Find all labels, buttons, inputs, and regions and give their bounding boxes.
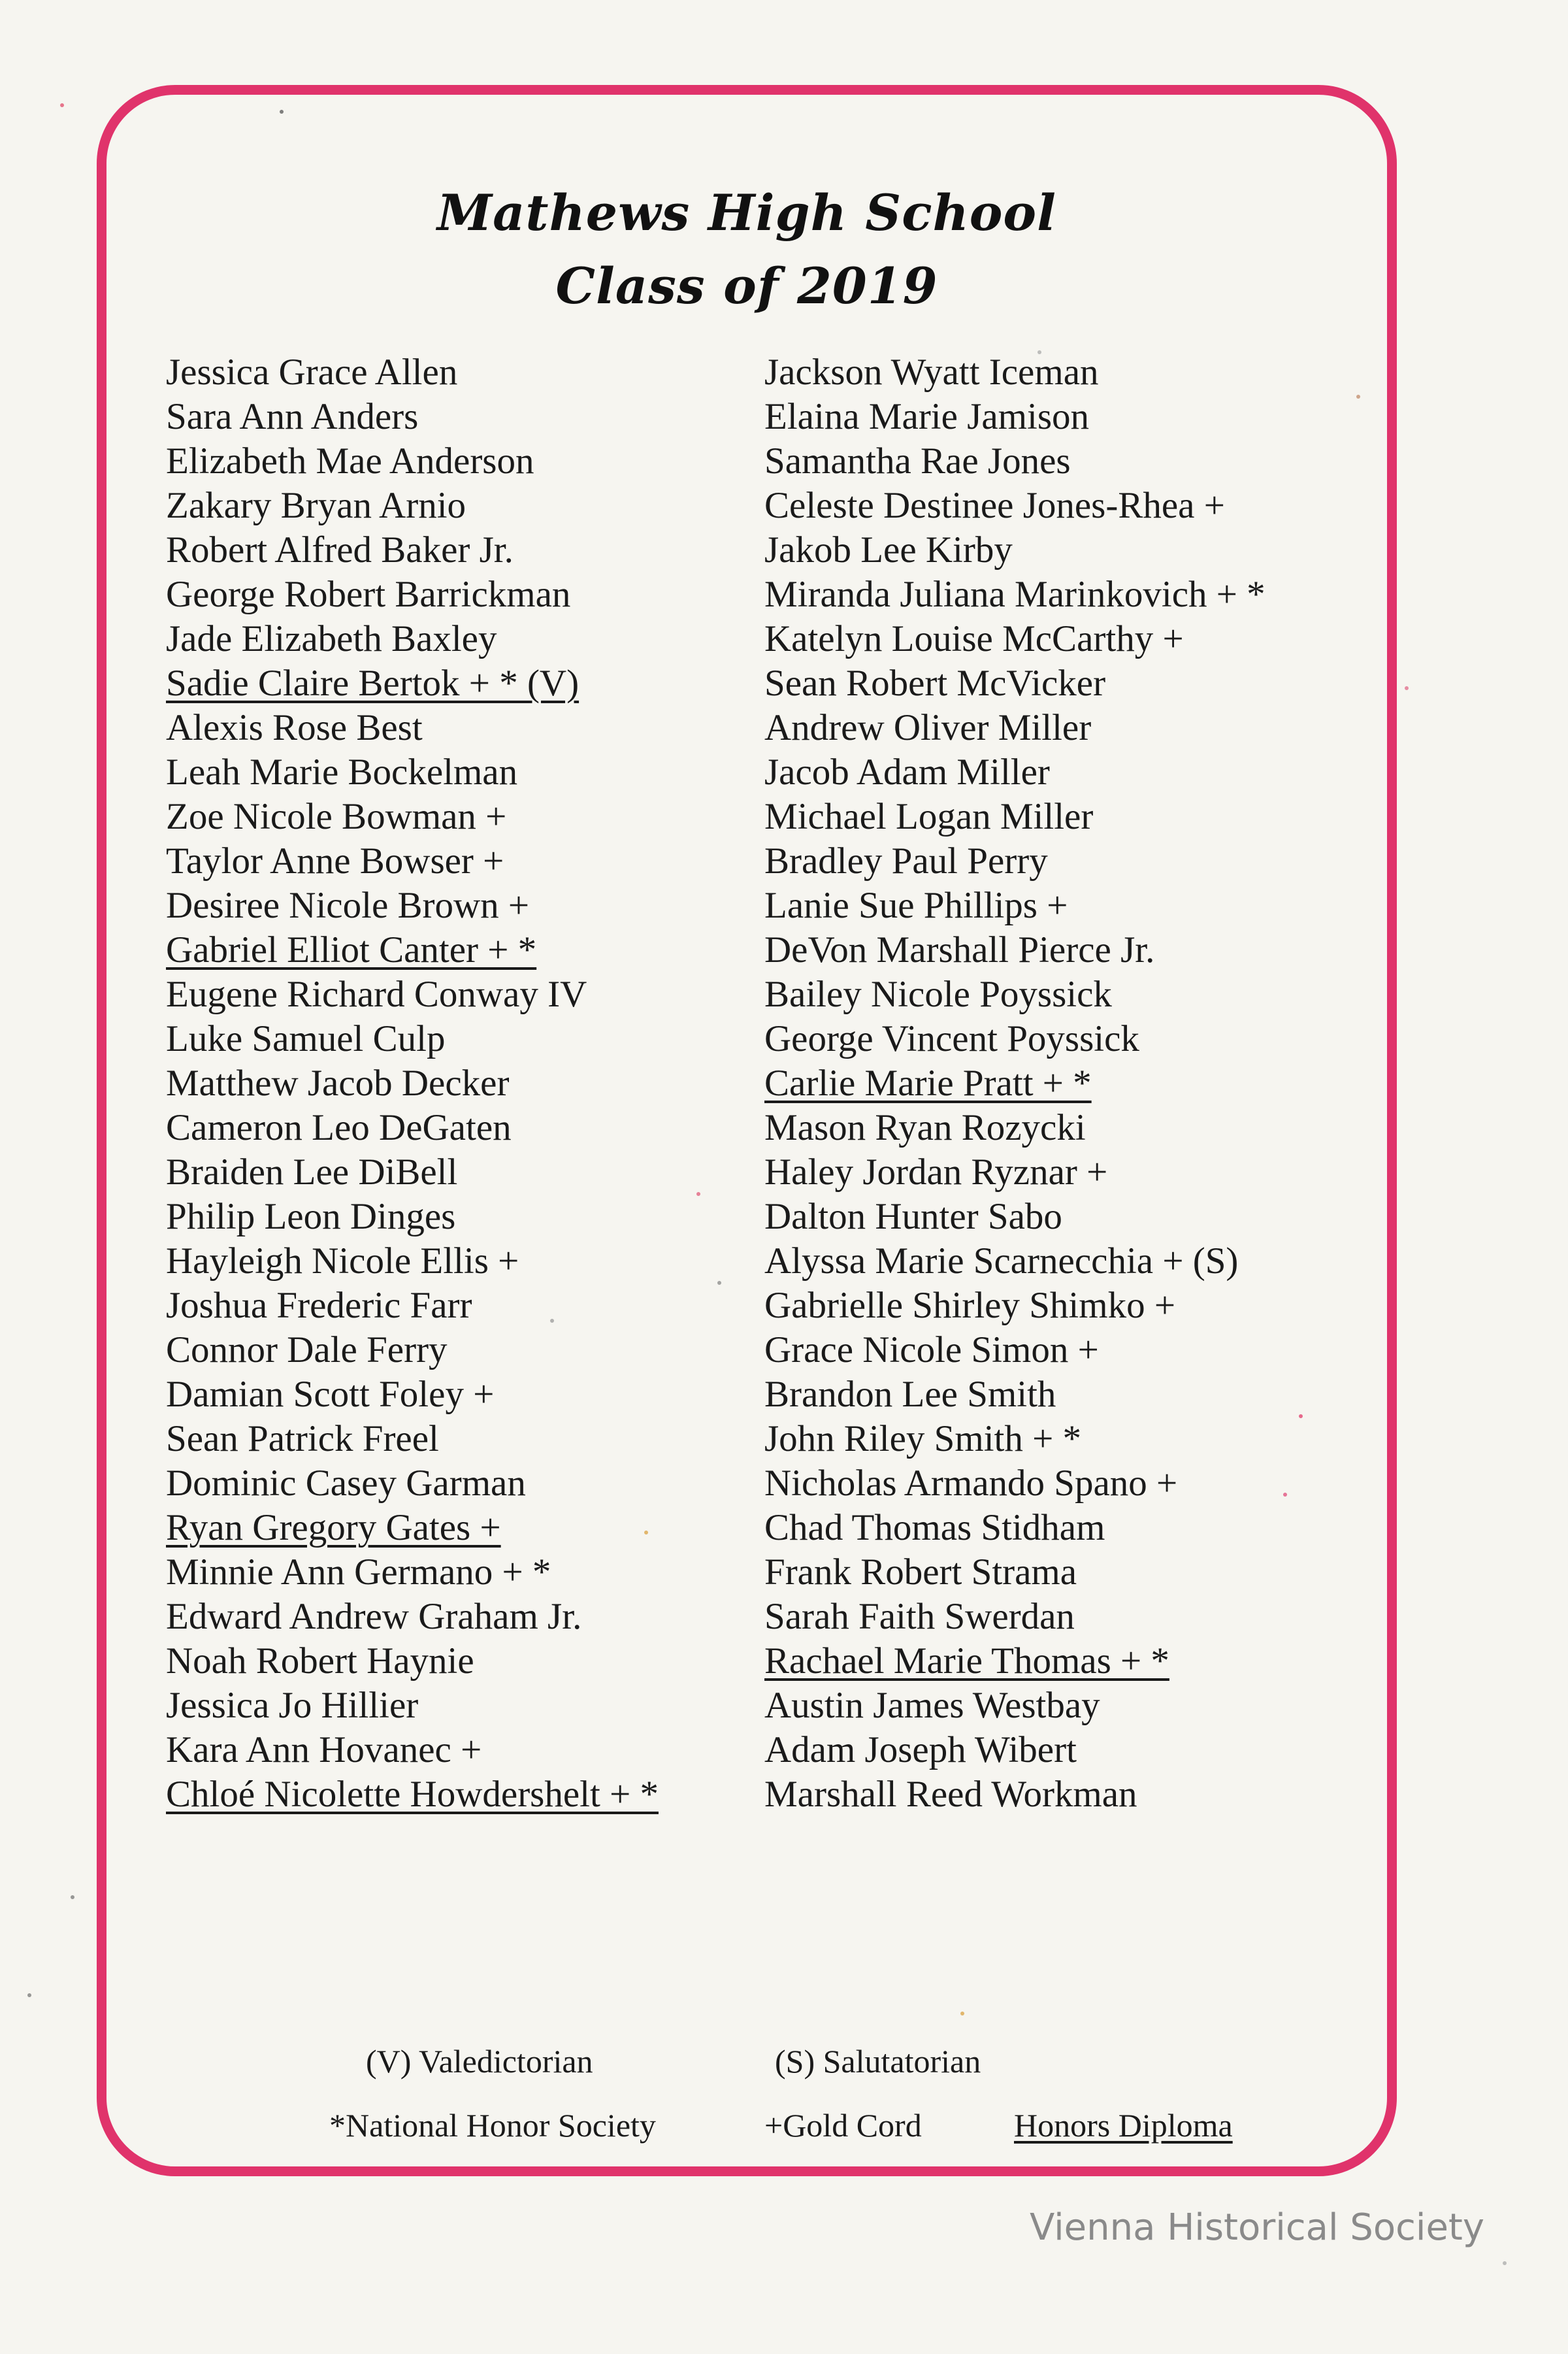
graduate-name [166,1506,659,1550]
graduate-name-text: Brandon Lee Smith [764,1374,1056,1415]
graduate-name-text: Gabriel Elliot Canter + * [166,929,537,970]
graduate-name [166,1728,659,1772]
graduate-name-text: Grace Nicole Simon + [764,1329,1099,1370]
graduate-name-text: Alexis Rose Best [166,707,423,748]
graduate-name-text: Philip Leon Dinges [166,1196,456,1237]
graduate-name-text: Damian Scott Foley + [166,1374,495,1415]
graduate-name [166,1550,659,1595]
graduate-name [166,395,659,439]
graduate-name-text: Connor Dale Ferry [166,1329,448,1370]
graduate-name [166,706,659,750]
graduate-name [764,484,1266,528]
graduate-name-text: Ryan Gregory Gates + [166,1507,501,1548]
graduate-name-text: Robert Alfred Baker Jr. [166,529,514,571]
graduate-list-right [764,350,1266,1817]
graduate-name [764,972,1266,1017]
graduate-name-text: DeVon Marshall Pierce Jr. [764,929,1155,970]
graduate-name-text: Sean Patrick Freel [166,1418,439,1459]
graduate-name [166,1195,659,1239]
graduate-name [166,661,659,706]
graduate-name-text: Leah Marie Bockelman [166,752,518,793]
graduate-name-text: Marshall Reed Workman [764,1774,1137,1815]
graduate-name-text: Adam Joseph Wibert [764,1729,1077,1770]
legend-salutatorian: (S) Salutatorian [775,2043,981,2080]
graduate-name [764,395,1266,439]
graduate-name-text: Michael Logan Miller [764,796,1094,837]
graduate-name [166,350,659,395]
graduate-name [166,884,659,928]
legend-gold-cord: +Gold Cord [764,2107,922,2144]
legend-honor-society: *National Honor Society [329,2107,656,2144]
graduate-name [166,1372,659,1417]
graduate-name [764,1372,1266,1417]
graduate-name-text: Sara Ann Anders [166,396,419,437]
graduate-name [166,839,659,884]
graduate-name [764,928,1266,972]
graduate-name-text: Jackson Wyatt Iceman [764,352,1099,393]
graduate-name [764,1417,1266,1461]
graduate-name-text: Lanie Sue Phillips + [764,885,1068,926]
graduate-name-text: Zoe Nicole Bowman + [166,796,507,837]
graduate-name-text: Kara Ann Hovanec + [166,1729,482,1770]
graduate-name-text: Haley Jordan Ryznar + [764,1152,1108,1193]
graduate-name-text: Gabrielle Shirley Shimko + [764,1285,1175,1326]
graduate-name [166,1595,659,1639]
graduate-name-text: Jakob Lee Kirby [764,529,1013,571]
graduate-name-text: Nicholas Armando Spano + [764,1463,1178,1504]
graduate-name-text: Sean Robert McVicker [764,663,1106,704]
graduate-name-text: Zakary Bryan Arnio [166,485,466,526]
graduate-name [764,1595,1266,1639]
graduate-name-text: Edward Andrew Graham Jr. [166,1596,582,1637]
graduate-name [166,439,659,484]
graduate-name [764,1728,1266,1772]
graduate-name [166,1639,659,1683]
graduate-name [166,617,659,661]
graduate-name [764,750,1266,795]
graduate-name [166,972,659,1017]
graduate-name [166,1061,659,1106]
paper-speck [1503,2261,1507,2265]
graduate-name-text: Desiree Nicole Brown + [166,885,530,926]
graduate-name [166,1150,659,1195]
graduate-name [764,1461,1266,1506]
graduate-name-text: Cameron Leo DeGaten [166,1107,512,1148]
watermark: Vienna Historical Society [1030,2206,1485,2249]
graduate-name [764,617,1266,661]
graduate-name-text: Austin James Westbay [764,1685,1100,1726]
graduate-name-text: Rachael Marie Thomas + * [764,1640,1169,1682]
graduate-name [166,750,659,795]
graduate-name-text: Chad Thomas Stidham [764,1507,1105,1548]
graduate-name [166,484,659,528]
graduate-name [166,1772,659,1817]
paper-speck [27,1993,31,1997]
graduate-name [764,884,1266,928]
graduate-name [166,1017,659,1061]
graduate-name-text: Mason Ryan Rozycki [764,1107,1086,1148]
graduate-name-text: Miranda Juliana Marinkovich + * [764,574,1266,615]
graduate-name [764,1772,1266,1817]
graduate-name-text: Jacob Adam Miller [764,752,1050,793]
graduate-name [166,928,659,972]
graduate-name-text: Jade Elizabeth Baxley [166,618,497,659]
graduate-name-text: Alyssa Marie Scarnecchia + (S) [764,1240,1239,1282]
graduate-name-text: Braiden Lee DiBell [166,1152,458,1193]
graduate-name-text: Minnie Ann Germano + * [166,1551,551,1593]
graduate-name [764,350,1266,395]
paper-speck [71,1895,74,1899]
graduate-name [764,1150,1266,1195]
graduate-name [166,528,659,572]
legend-honors-diploma: Honors Diploma [1014,2107,1233,2144]
graduate-name-text: George Robert Barrickman [166,574,571,615]
graduate-name [764,1639,1266,1683]
paper-speck [60,103,64,107]
graduate-name [764,706,1266,750]
graduate-name [764,572,1266,617]
title-school: Mathews High School [437,184,1056,242]
graduate-list-left [166,350,659,1817]
graduate-name-text: Andrew Oliver Miller [764,707,1092,748]
graduate-name-text: Katelyn Louise McCarthy + [764,618,1184,659]
graduate-name [764,1284,1266,1328]
graduate-name-text: Bailey Nicole Poyssick [764,974,1112,1015]
paper-speck [1405,686,1409,690]
graduate-name-text: Jessica Grace Allen [166,352,458,393]
graduate-name-text: Carlie Marie Pratt + * [764,1063,1092,1104]
legend-valedictorian: (V) Valedictorian [366,2043,593,2080]
graduate-name-text: Bradley Paul Perry [764,840,1048,882]
graduate-name [166,572,659,617]
graduate-name-text: Elizabeth Mae Anderson [166,440,534,482]
graduate-name [764,1017,1266,1061]
graduate-name-text: Noah Robert Haynie [166,1640,474,1682]
graduate-name [764,661,1266,706]
graduate-name [764,1550,1266,1595]
graduate-name [764,1239,1266,1284]
graduate-name [166,1417,659,1461]
graduate-name [764,1106,1266,1150]
graduate-name-text: Joshua Frederic Farr [166,1285,472,1326]
graduate-name-text: Taylor Anne Bowser + [166,840,504,882]
graduate-name-text: Frank Robert Strama [764,1551,1077,1593]
graduate-name [764,439,1266,484]
graduate-name [764,1195,1266,1239]
graduate-name [166,795,659,839]
graduate-name [166,1239,659,1284]
graduate-name [764,1061,1266,1106]
graduate-name [764,1328,1266,1372]
graduate-name-text: Dalton Hunter Sabo [764,1196,1062,1237]
graduate-name-text: Eugene Richard Conway IV [166,974,587,1015]
graduate-name-text: Matthew Jacob Decker [166,1063,510,1104]
graduate-name-text: John Riley Smith + * [764,1418,1082,1459]
graduate-name-text: Sarah Faith Swerdan [764,1596,1075,1637]
graduate-name-text: Luke Samuel Culp [166,1018,446,1059]
graduate-name [764,1506,1266,1550]
graduate-name-text: Jessica Jo Hillier [166,1685,419,1726]
graduate-name-text: Celeste Destinee Jones-Rhea + [764,485,1225,526]
graduate-name [166,1284,659,1328]
graduate-name [166,1683,659,1728]
graduate-name-text: George Vincent Poyssick [764,1018,1139,1059]
page-title [97,176,1397,323]
graduate-name [764,795,1266,839]
graduate-name [764,1683,1266,1728]
graduate-name-text: Hayleigh Nicole Ellis + [166,1240,519,1282]
graduate-name-text: Dominic Casey Garman [166,1463,526,1504]
graduate-name [166,1461,659,1506]
graduate-name [166,1328,659,1372]
graduate-name-text: Chloé Nicolette Howdershelt + * [166,1774,659,1815]
graduate-name-text: Samantha Rae Jones [764,440,1071,482]
graduate-name-text: Sadie Claire Bertok + * (V) [166,663,580,704]
graduate-name [166,1106,659,1150]
graduate-name-text: Elaina Marie Jamison [764,396,1090,437]
graduate-name [764,528,1266,572]
graduate-name [764,839,1266,884]
title-class: Class of 2019 [555,257,938,315]
